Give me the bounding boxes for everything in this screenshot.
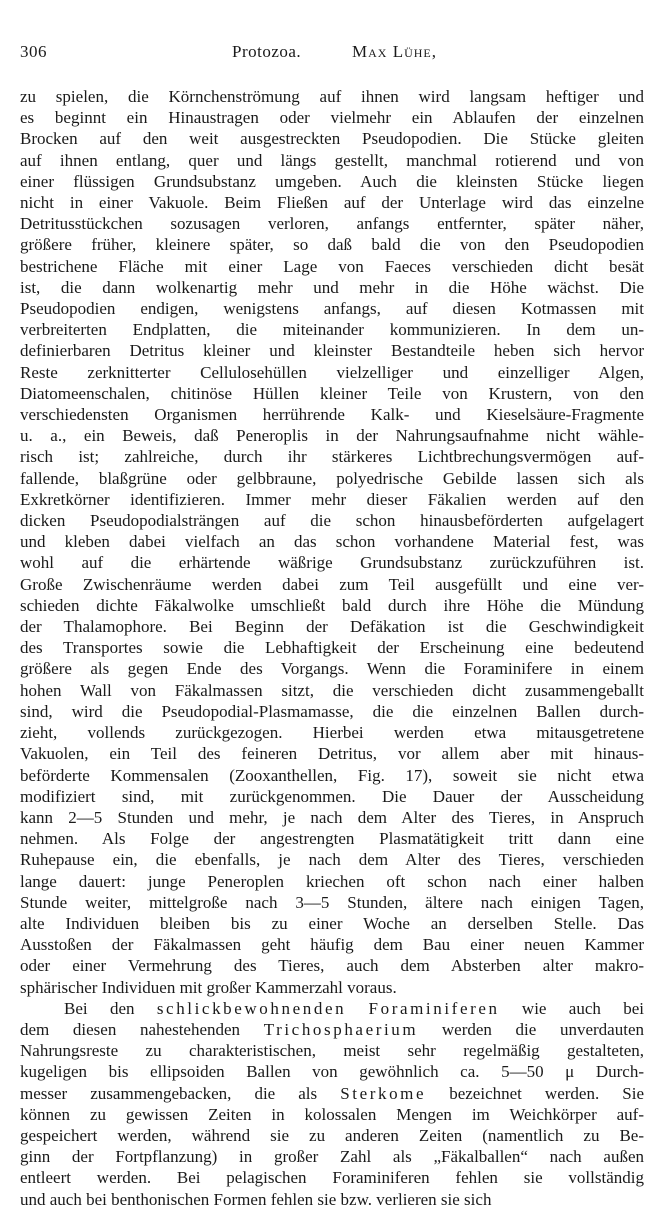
text-line: der Thalamophore. Bei Beginn der Defäkation ist die Geschwindigkeit (20, 617, 644, 637)
text-line: verschiedensten Organismen herrührende Kalk- und Kieselsäure-Fragmente (20, 405, 644, 425)
text-line: können zu gewissen Zeiten in kolossalen Mengen im Weichkörper auf- (20, 1104, 644, 1124)
text-line: Reste zerknitterter Cellulosehüllen vielzelliger und einzelliger Algen, (20, 362, 644, 382)
paragraph (20, 86, 644, 998)
text-line: ist, die dann wolkenartig mehr und mehr in die Höhe wächst. Die (20, 277, 644, 297)
text-line: Bei den schlickbewohnenden Foraminiferen wie auch bei (64, 998, 645, 1018)
text-line: gespeichert werden, während sie zu anderen Zeiten (namentlich zu Be- (20, 1125, 644, 1145)
text-line: Diatomeenschalen, chitinöse Hüllen kleiner Teile von Krustern, von den (20, 383, 644, 403)
text-line: u. a., ein Beweis, daß Peneroplis in der Nahrungsaufnahme nicht wähle- (20, 426, 644, 446)
text-line: größere als gegen Ende des Vorgangs. Wenn die Foraminifere in einem (20, 659, 644, 679)
text-line: größere früher, kleinere später, so daß bald die von den Pseudopodien (20, 235, 644, 255)
author-name: Max Lühe, (352, 42, 437, 61)
text-line: auf ihnen entlang, quer und längs gestellt, manchmal rotierend und von (20, 150, 644, 170)
text-line: dem diesen nahestehenden Trichosphaerium werden die unverdauten (20, 1019, 644, 1039)
text-line: Nahrungsreste zu charakteristischen, meist sehr regelmäßig gestalteten, (20, 1041, 644, 1061)
text-line: schieden dichte Fäkalwolke umschließt bald durch ihre Höhe die Mündung (20, 595, 644, 615)
text-line: Stunde weiter, mittelgroße nach 3—5 Stunden, ältere nach einigen Tagen, (20, 892, 644, 912)
page-number: 306 (20, 42, 47, 61)
text-line: Pseudopodien endigen, wenigstens anfangs, auf diesen Kotmassen mit (20, 299, 644, 319)
text-line: zieht, vollends zurückgezogen. Hierbei werden etwa mitausgetretene (20, 723, 644, 743)
text-line: nicht in einer Vakuole. Beim Fließen auf der Unterlage wird das einzelne (20, 193, 644, 213)
text-line: entleert werden. Bei pelagischen Foraminiferen fehlen sie vollständig (20, 1168, 644, 1188)
text-line: Ruhepause ein, die ebenfalls, je nach dem Alter des Tieres, verschieden (20, 850, 644, 870)
text-line: risch ist; zahlreiche, durch ihr stärkeres Lichtbrechungsvermögen auf- (20, 447, 644, 467)
text-line: oder einer Vermehrung des Tieres, auch dem Absterben alter makro- (20, 956, 644, 976)
text-line: nehmen. Als Folge der angestrengten Plasmatätigkeit tritt dann eine (20, 829, 644, 849)
text-line: kugeligen bis ellipsoiden Ballen von gewöhnlich ca. 5—50 μ Durch- (20, 1062, 644, 1082)
text-line: Ausstoßen der Fäkalmassen geht häufig dem Bau einer neuen Kammer (20, 935, 644, 955)
text-line: Große Zwischenräume werden dabei zum Teil ausgefüllt und eine ver- (20, 574, 644, 594)
text-line: sind, wird die Pseudopodial-Plasmamasse, die die einzelnen Ballen durch- (20, 701, 644, 721)
body-text (20, 86, 644, 1210)
text-line: und auch bei benthonischen Formen fehlen sie bzw. verlieren sie sich (20, 1189, 492, 1209)
text-line: kann 2—5 Stunden und mehr, je nach dem Alter des Tieres, in Anspruch (20, 807, 644, 827)
text-line: definierbaren Detritus kleiner und kleinster Bestandteile heben sich hervor (20, 341, 644, 361)
paragraph (20, 998, 644, 1210)
text-line: verbreiterten Endplatten, die miteinander kommunizieren. In dem un- (20, 320, 644, 340)
text-line: messer zusammengebacken, die als Sterkome bezeichnet werden. Sie (20, 1083, 644, 1103)
text-line: sphärischer Individuen mit großer Kammerzahl voraus. (20, 977, 397, 997)
text-line: fallende, blaßgrüne oder gelbbraune, polyedrische Gebilde lassen sich als (20, 468, 644, 488)
text-line: und kleben dabei vielfach an das schon vorhandene Material fest, was (20, 532, 644, 552)
text-line: modifiziert sind, mit zurückgenommen. Die Dauer der Ausscheidung (20, 786, 644, 806)
text-line: Brocken auf den weit ausgestreckten Pseudopodien. Die Stücke gleiten (20, 129, 644, 149)
text-line: einer flüssigen Grundsubstanz umgeben. Auch die kleinsten Stücke liegen (20, 171, 644, 191)
text-line: alte Individuen bleiben bis zu einer Woche an derselben Stelle. Das (20, 913, 644, 933)
text-line: ginn der Fortpflanzung) in großer Zahl als „Fäkalballen“ nach außen (20, 1147, 644, 1167)
text-line: es beginnt ein Hinaustragen oder vielmehr ein Ablaufen der einzelnen (20, 108, 644, 128)
text-line: dicken Pseudopodialsträngen auf die schon hinausbeförderten aufgelagert (20, 511, 644, 531)
text-line: Exkretkörner identifizieren. Immer mehr dieser Fäkalien werden auf den (20, 489, 644, 509)
text-line: Detritusstückchen sozusagen verloren, anfangs entfernter, später näher, (20, 214, 644, 234)
text-line: Vakuolen, ein Teil des feineren Detritus, vor allem aber mit hinaus- (20, 744, 644, 764)
text-line: zu spielen, die Körnchenströmung auf ihnen wird langsam heftiger und (20, 87, 644, 106)
text-line: bestrichene Fläche mit einer Lage von Faeces verschieden dicht besät (20, 256, 644, 276)
text-line: des Transportes sowie die Lebhaftigkeit der Erscheinung eine bedeutend (20, 638, 644, 658)
running-header (20, 42, 640, 66)
text-line: wohl auf die erhärtende wäßrige Grundsubstanz zurückzuführen ist. (20, 553, 644, 573)
text-line: beförderte Kommensalen (Zooxanthellen, Fig. 17), soweit sie nicht etwa (20, 765, 644, 785)
running-title: Protozoa. (232, 42, 302, 61)
text-line: lange dauert: junge Peneroplen kriechen oft schon nach einer halben (20, 871, 644, 891)
text-line: hohen Wall von Fäkalmassen sitzt, die verschieden dicht zusammengeballt (20, 680, 644, 700)
